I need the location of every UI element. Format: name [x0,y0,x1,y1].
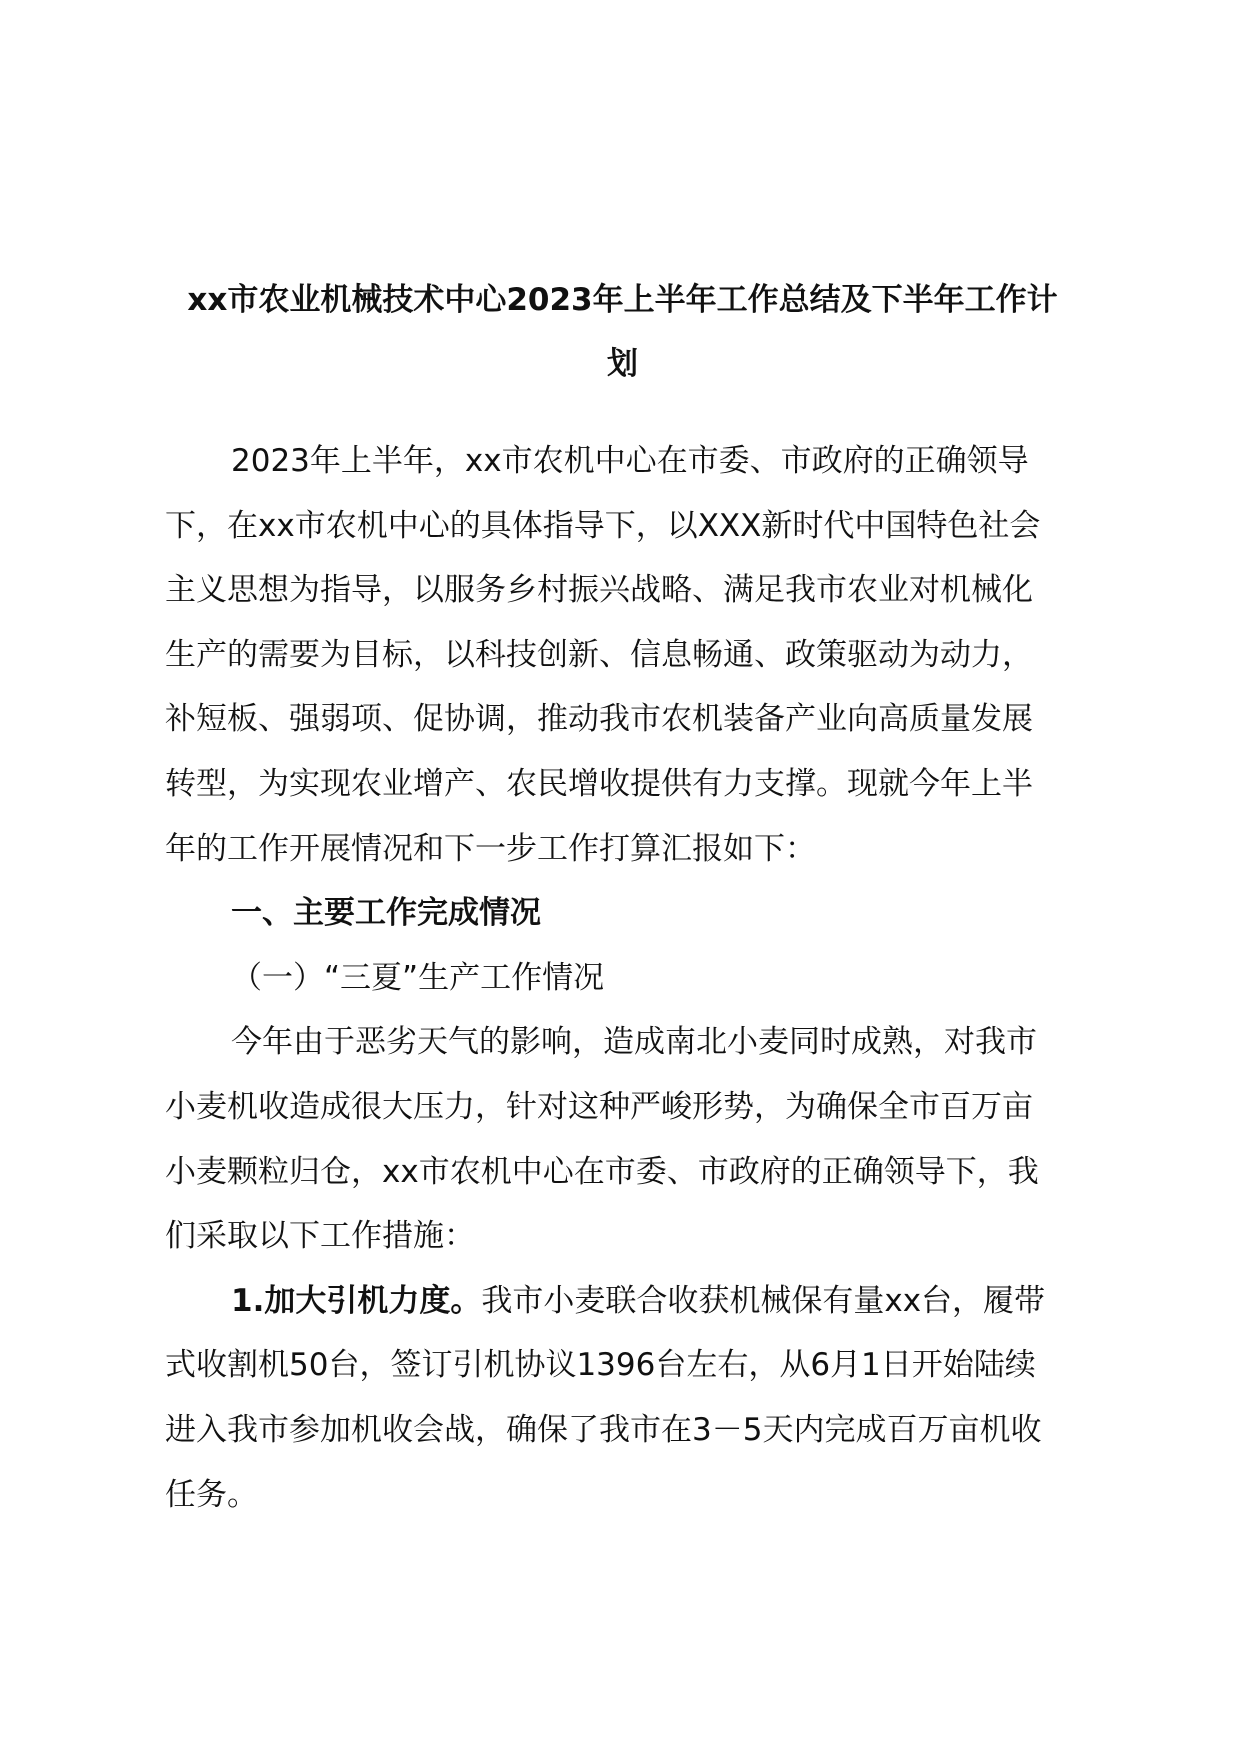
paragraph-line: 进入我市参加机收会战，确保了我市在3－5天内完成百万亩机收 [165,1411,1042,1448]
title-line: 划 [607,346,638,382]
document-body [165,429,1105,1527]
paragraph-line: 们采取以下工作措施： [165,1218,475,1255]
paragraph-line: 转型，为实现农业增产、农民增收提供有力支撑。现就今年上半 [165,765,1033,802]
paragraph-line: 今年由于恶劣天气的影响，造成南北小麦同时成熟，对我市 [231,1024,1037,1061]
paragraph-line: 生产的需要为目标，以科技创新、信息畅通、政策驱动为动力， [165,636,1033,673]
paragraph-line: 下，在xx市农机中心的具体指导下，以XXX新时代中国特色社会 [165,507,1041,544]
paragraph-line [165,1269,1105,1334]
title-line: xx市农业机械技术中心2023年上半年工作总结及下半年工作计 [187,282,1058,318]
paragraph-line: 2023年上半年，xx市农机中心在市委、市政府的正确领导 [231,443,1029,479]
situation-paragraph [165,1010,1105,1268]
subsection-heading-text: （一）“三夏”生产工作情况 [231,959,605,996]
document-title [155,268,1090,396]
paragraph-line: 小麦机收造成很大压力，针对这种严峻形势，为确保全市百万亩 [165,1088,1033,1125]
paragraph-line: 式收割机50台，签订引机协议1396台左右，从6月1日开始陆续 [165,1347,1036,1384]
paragraph-line: 小麦颗粒归仓，xx市农机中心在市委、市政府的正确领导下，我 [165,1153,1039,1190]
section-heading [165,881,1105,946]
measure-item-1 [165,1269,1105,1527]
measure-item-1-text: 我市小麦联合收获机械保有量xx台，履带 [481,1282,1046,1319]
measure-item-1-title: 1.加大引机力度。 [231,1282,482,1319]
paragraph-line: 年的工作开展情况和下一步工作打算汇报如下： [165,830,816,867]
subsection-heading [165,946,1105,1011]
section-heading-text: 一、主要工作完成情况 [231,895,541,932]
paragraph-line: 补短板、强弱项、促协调，推动我市农机装备产业向高质量发展 [165,701,1033,738]
paragraph-line: 任务。 [165,1476,258,1513]
paragraph-line: 主义思想为指导，以服务乡村振兴战略、满足我市农业对机械化 [165,572,1033,609]
intro-paragraph [165,429,1105,881]
